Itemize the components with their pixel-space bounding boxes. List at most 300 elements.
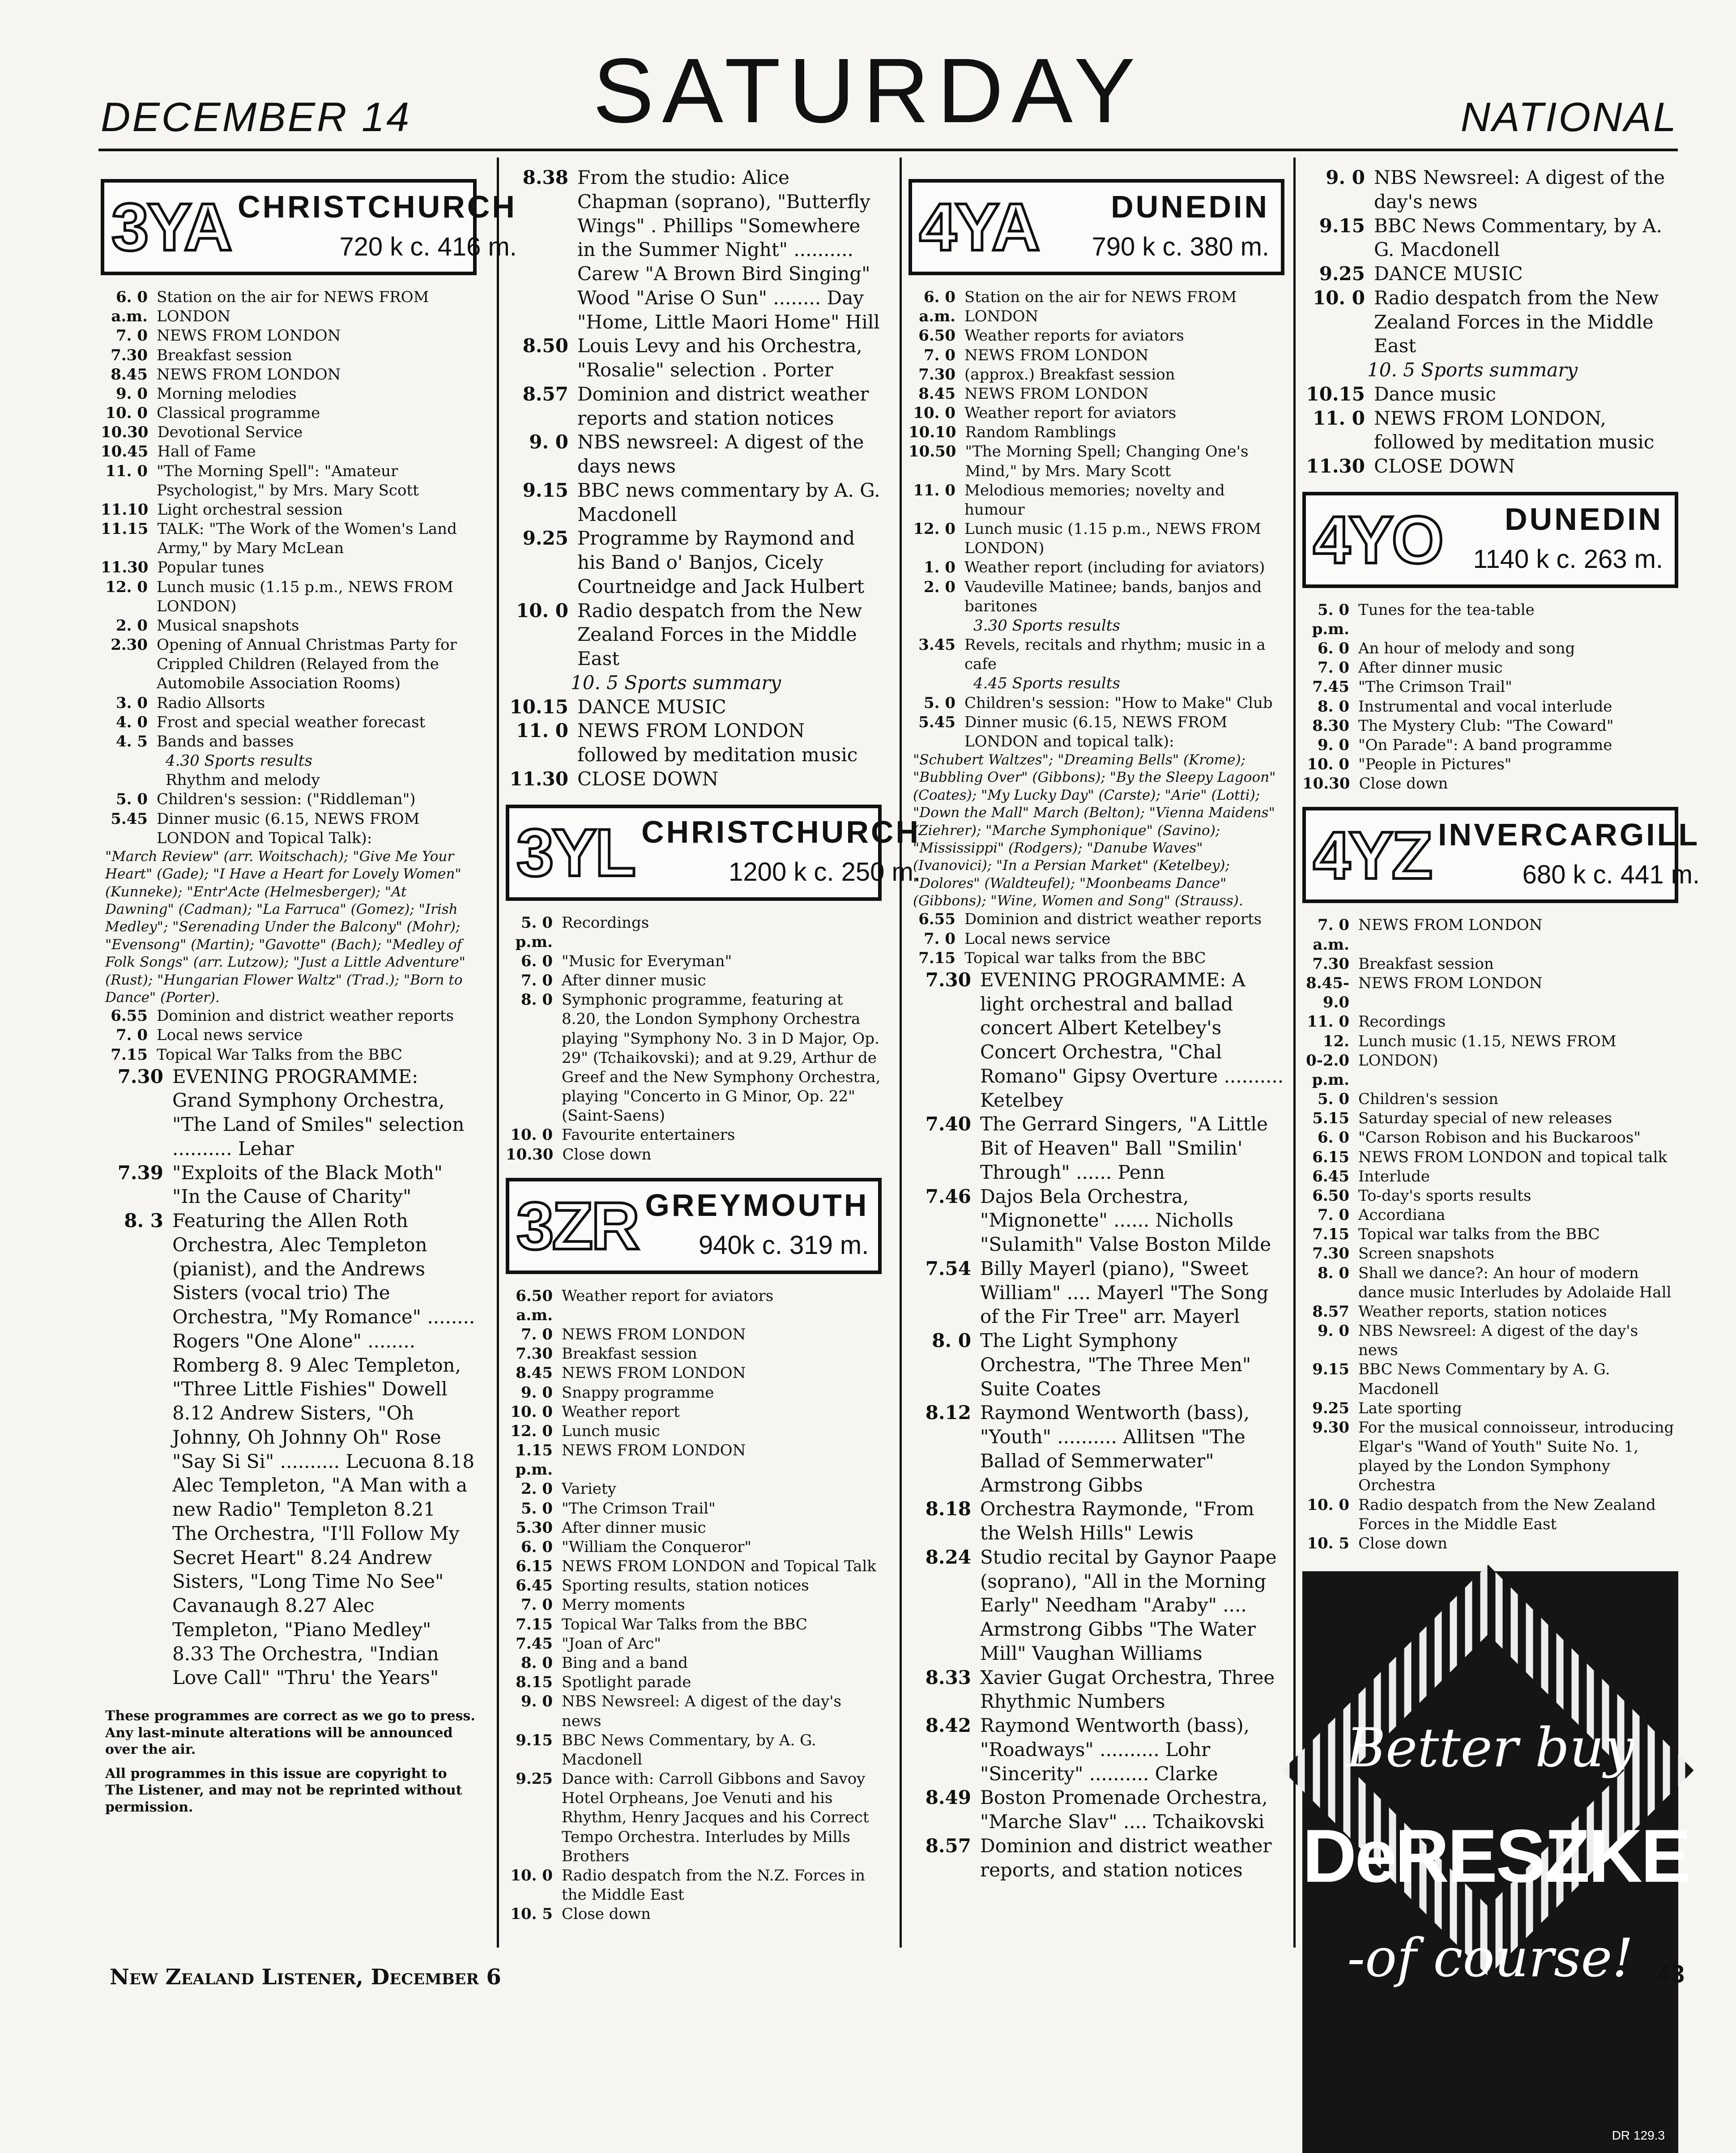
programme-item: Dance with: Carroll Gibbons and Savoy Hotel Orpheans, Joe Venuti and his Rhythm, Henry Jacques and his Correct Tempo Orchestra. Interludes by Mills Brothers xyxy=(562,1770,869,1865)
programme-row xyxy=(1302,1496,1678,1534)
programme-item: "William the Conqueror" xyxy=(562,1538,752,1556)
station-city: DUNEDIN xyxy=(1111,189,1269,224)
programme-item: Weather reports for aviators xyxy=(964,327,1184,345)
programme-row xyxy=(1302,1032,1678,1090)
programme-time: 8.30 xyxy=(1312,716,1349,735)
programme-row xyxy=(506,1287,882,1325)
programme-item: TALK: "The Work of the Women's Land Army," by Mary McLean xyxy=(157,520,457,558)
programme-row xyxy=(1302,382,1678,406)
programme-time: 8. 3 xyxy=(124,1210,163,1232)
programme-row xyxy=(909,694,1284,713)
programme-row xyxy=(1302,1534,1678,1553)
programme-row xyxy=(506,719,882,767)
programme-time: 9.25 xyxy=(1312,1399,1349,1417)
programme-row xyxy=(1302,262,1678,286)
programme-item: NEWS FROM LONDON xyxy=(1358,916,1543,934)
programme-item: "Joan of Arc" xyxy=(562,1634,661,1653)
programme-time: 6. 0 a.m. xyxy=(919,288,955,326)
evening-programme xyxy=(101,1065,477,1690)
programme-time: 6. 0 xyxy=(1318,1129,1349,1147)
programme-item: Lunch music (1.15 p.m., NEWS FROM LONDON) xyxy=(157,578,453,615)
programme-row xyxy=(506,430,882,478)
rhythm-melody: Rhythm and melody xyxy=(166,771,320,789)
programme-item: The Light Symphony Orchestra, "The Three Men" Suite Coates xyxy=(980,1330,1251,1400)
programme-time: 1.15 p.m. xyxy=(515,1441,553,1479)
programme-row xyxy=(506,695,882,719)
programme-time: 9.30 xyxy=(1312,1418,1349,1437)
programme-item: Boston Promenade Orchestra, "Marche Slav" .... Tchaikovski xyxy=(980,1786,1268,1833)
programme-time: 1. 0 xyxy=(924,559,955,577)
programme-item: BBC news commentary by A. G. Macdonell xyxy=(577,479,880,525)
programme-time: 7.54 xyxy=(925,1257,971,1279)
programme-time: 5. 0 p.m. xyxy=(515,913,553,951)
programme-row xyxy=(909,1834,1284,1882)
ad-slogan-bottom: -of course! xyxy=(1347,1927,1634,1989)
programme-item: Dinner music (6.15, NEWS FROM LONDON and Topical Talk): xyxy=(157,810,420,847)
programme-time: 8.57 xyxy=(1312,1302,1349,1321)
sports-results: 4.45 Sports results xyxy=(973,674,1120,693)
programme-time: 9.15 xyxy=(516,1731,553,1749)
programme-item: Vaudeville Matinee; bands, banjos and baritones xyxy=(964,578,1262,615)
programme-list xyxy=(1302,166,1678,358)
dereszke-advertisement xyxy=(1302,1571,1689,2153)
programme-item: Recordings xyxy=(1358,1013,1446,1031)
programme-row xyxy=(1302,1360,1678,1398)
station-call: 3ZR xyxy=(516,1188,638,1263)
programme-time: 5. 0 xyxy=(924,694,955,712)
programme-time: 7.30 xyxy=(117,1065,163,1087)
programme-item: "Exploits of the Black Moth" "In the Cause of Charity" xyxy=(172,1161,443,1208)
programme-row xyxy=(506,1145,882,1164)
programme-item: Classical programme xyxy=(157,404,320,422)
programme-row xyxy=(101,346,477,365)
programme-item: Instrumental and vocal interlude xyxy=(1358,697,1612,716)
programme-row xyxy=(506,1595,882,1615)
programme-list xyxy=(506,166,882,671)
programme-item: After dinner music xyxy=(562,1518,706,1537)
programme-row xyxy=(101,520,477,558)
programme-time: 12. 0 xyxy=(913,520,955,538)
programme-item: Breakfast session xyxy=(562,1345,697,1363)
programme-time: 10. 5 xyxy=(1307,1534,1349,1552)
programme-item: Weather report for aviators xyxy=(562,1287,774,1305)
programme-row xyxy=(909,929,1284,949)
programme-item: Lunch music (1.15, NEWS FROM LONDON) xyxy=(1358,1032,1617,1070)
station-frequency: 720 k c. 416 m. xyxy=(339,232,517,261)
programme-time: 12. 0-2.0 p.m. xyxy=(1306,1032,1349,1089)
programme-row xyxy=(909,1786,1284,1834)
programme-item: Breakfast session xyxy=(1358,955,1494,973)
programme-item: NEWS FROM LONDON xyxy=(157,327,341,345)
programme-item: "Carson Robison and his Buckaroos" xyxy=(1358,1129,1641,1147)
programme-item: NEWS FROM LONDON and Topical Talk xyxy=(562,1557,876,1576)
programme-time: 12. 0 xyxy=(510,1422,553,1440)
programme-row xyxy=(909,384,1284,404)
programme-item: Tunes for the tea-table xyxy=(1358,601,1535,619)
programme-list xyxy=(909,288,1284,616)
programme-time: 7.45 xyxy=(516,1634,553,1653)
programme-item: NEWS FROM LONDON xyxy=(1358,974,1543,992)
programme-item: Raymond Wentworth (bass), "Roadways" .......... Lohr "Sincerity" .......... Clarke xyxy=(980,1714,1250,1785)
programme-list xyxy=(909,635,1284,674)
programme-time: 5.30 xyxy=(516,1518,553,1537)
programme-item: Orchestra Raymonde, "From the Welsh Hills" Lewis xyxy=(980,1498,1254,1544)
programme-time: 6. 0 xyxy=(1318,640,1349,658)
page-number: 43 xyxy=(1656,1960,1685,1988)
programme-item: Local news service xyxy=(964,929,1111,948)
programme-row xyxy=(909,713,1284,751)
programme-row xyxy=(1302,736,1678,755)
programme-time: 8.18 xyxy=(925,1498,971,1520)
programme-time: 7. 0 xyxy=(521,972,553,990)
programme-row xyxy=(909,404,1284,423)
programme-time: 5. 0 xyxy=(1318,1090,1349,1108)
programme-row xyxy=(101,810,477,848)
programme-time: 8.50 xyxy=(522,335,568,357)
programme-item: Interlude xyxy=(1358,1167,1430,1185)
programme-item: NEWS FROM LONDON xyxy=(562,1441,746,1460)
programme-row xyxy=(101,442,477,461)
station-box-4yo xyxy=(1302,492,1678,588)
programme-item: Radio despatch from the New Zealand Forces in the Middle East xyxy=(577,599,862,669)
programme-time: 7.30 xyxy=(1312,1245,1349,1263)
programme-time: 11.30 xyxy=(101,559,149,577)
programme-item: The Gerrard Singers, "A Little Bit of Heaven" Ball "Smilin' Through" ...... Penn xyxy=(980,1113,1268,1183)
programme-time: 7.45 xyxy=(1312,678,1349,696)
programme-row xyxy=(506,913,882,952)
programme-time: 4. 0 xyxy=(116,713,148,731)
programme-time: 6.15 xyxy=(516,1557,553,1576)
programme-time: 8.33 xyxy=(925,1666,971,1688)
evening-programme xyxy=(909,968,1284,1882)
station-box-4ya xyxy=(909,179,1284,275)
station-frequency: 1200 k c. 250 m. xyxy=(729,857,921,887)
programme-row xyxy=(1302,601,1678,639)
programme-row xyxy=(101,404,477,423)
station-call: 3YL xyxy=(516,814,635,890)
programme-time: 7.46 xyxy=(925,1185,971,1207)
programme-item: DANCE MUSIC xyxy=(1374,263,1523,285)
programme-row xyxy=(909,520,1284,558)
programme-row xyxy=(101,1209,477,1690)
programme-item: NBS Newsreel: A digest of the day's news xyxy=(1358,1322,1638,1360)
programme-row xyxy=(506,1769,882,1866)
title-rule xyxy=(98,149,1678,151)
sports-summary: 10. 5 Sports summary xyxy=(1367,359,1578,381)
programme-item: Late sporting xyxy=(1358,1399,1462,1417)
programme-time: 6.45 xyxy=(1312,1167,1349,1185)
programme-row xyxy=(1302,678,1678,697)
column-divider xyxy=(497,158,499,1948)
programme-time: 8. 0 xyxy=(1318,1264,1349,1282)
programme-item: Merry moments xyxy=(562,1596,685,1614)
programme-item: Radio despatch from the New Zealand Forces in the Middle East xyxy=(1358,1496,1656,1533)
programme-time: 11.30 xyxy=(1306,455,1365,477)
programme-row xyxy=(506,478,882,527)
programme-item: NEWS FROM LONDON xyxy=(964,384,1149,403)
programme-time: 11.10 xyxy=(101,500,149,519)
programme-row xyxy=(101,1065,477,1161)
programme-time: 11.15 xyxy=(101,520,149,538)
programme-time: 6.55 xyxy=(918,910,955,929)
programme-row xyxy=(1302,1418,1678,1496)
programme-item: Opening of Annual Christmas Party for Crippled Children (Relayed from the Automobile Association Rooms) xyxy=(157,636,457,693)
programme-row xyxy=(909,910,1284,929)
programme-item: (approx.) Breakfast session xyxy=(964,365,1175,384)
programme-item: Favourite entertainers xyxy=(562,1126,735,1144)
programme-time: 9.15 xyxy=(1319,214,1365,237)
programme-time: 9. 0 xyxy=(1318,1322,1349,1340)
footer-publication: New Zealand Listener, December 6 xyxy=(110,1965,501,1990)
programme-item: Close down xyxy=(1359,775,1448,793)
programme-row xyxy=(1302,974,1678,1012)
programme-time: 11. 0 xyxy=(1307,1013,1349,1031)
programme-time: 7.30 xyxy=(1312,955,1349,973)
programme-time: 8. 0 xyxy=(521,1654,553,1672)
programme-item: Radio despatch from the New Zealand Forces in the Middle East xyxy=(1374,286,1659,357)
programme-item: Billy Mayerl (piano), "Sweet William" .... Mayerl "The Song of the Fir Tree" arr. Mayerl xyxy=(980,1257,1269,1328)
programme-row xyxy=(1302,955,1678,974)
ad-code: DR 129.3 xyxy=(1612,2128,1665,2142)
programme-time: 7.30 xyxy=(918,365,955,384)
programme-item: Dominion and district weather reports, and station notices xyxy=(980,1834,1272,1881)
programme-time: 11. 0 xyxy=(105,462,148,480)
programme-list xyxy=(506,913,882,1164)
programme-item: Spotlight parade xyxy=(562,1673,691,1692)
programme-time: 10.30 xyxy=(1302,775,1350,793)
programme-time: 5.15 xyxy=(1312,1109,1349,1128)
programme-item: BBC News Commentary, by A. G. Macdonell xyxy=(562,1731,816,1769)
programme-row xyxy=(506,1364,882,1383)
programme-row xyxy=(506,1126,882,1145)
programme-row xyxy=(1302,1244,1678,1263)
notes xyxy=(105,1708,477,1816)
programme-time: 9. 0 xyxy=(521,1693,553,1711)
programme-row xyxy=(909,365,1284,384)
programme-time: 7.15 xyxy=(111,1045,148,1064)
programme-item: After dinner music xyxy=(1358,659,1503,677)
column-3 xyxy=(909,166,1284,1956)
programme-row xyxy=(909,1112,1284,1184)
programme-item: Bands and basses xyxy=(157,732,294,750)
programme-time: 7.15 xyxy=(1312,1225,1349,1244)
programme-item: Raymond Wentworth (bass), "Youth" .......... Allitsen "The Ballad of Semmerwater" Armstrong Gibbs xyxy=(980,1402,1250,1496)
programme-item: NEWS FROM LONDON xyxy=(562,1326,746,1344)
programme-row xyxy=(506,1422,882,1441)
page-network: NATIONAL xyxy=(1460,94,1678,140)
programme-row xyxy=(506,1634,882,1654)
programme-time: 10.15 xyxy=(1306,383,1365,405)
programme-item: Snappy programme xyxy=(562,1383,714,1402)
programme-item: Dominion and district weather reports xyxy=(157,1007,454,1025)
programme-time: 10. 0 xyxy=(1307,1496,1349,1514)
programme-item: Weather report xyxy=(562,1403,680,1421)
programme-item: Devotional Service xyxy=(157,423,303,442)
programme-item: Close down xyxy=(562,1145,652,1164)
programme-time: 10. 0 xyxy=(510,1126,553,1144)
station-call: 3YA xyxy=(111,189,231,265)
programme-time: 7.30 xyxy=(925,968,971,991)
programme-row xyxy=(909,949,1284,968)
programme-list xyxy=(101,1006,477,1065)
page-date: DECEMBER 14 xyxy=(101,94,411,140)
programme-row xyxy=(909,1401,1284,1497)
programme-row xyxy=(506,1383,882,1403)
station-city: DUNEDIN xyxy=(1505,502,1663,537)
programme-time: 9.15 xyxy=(522,479,568,501)
programme-item: Local news service xyxy=(157,1026,303,1045)
programme-time: 7. 0 xyxy=(116,327,148,345)
programme-row xyxy=(1302,1206,1678,1225)
programme-time: 8.12 xyxy=(925,1402,971,1424)
programme-row xyxy=(909,481,1284,520)
programme-time: 10. 0 xyxy=(1313,286,1365,309)
sports-results: 3.30 Sports results xyxy=(973,616,1120,635)
programme-row xyxy=(909,968,1284,1113)
programme-row xyxy=(101,616,477,635)
programme-row xyxy=(101,423,477,442)
station-frequency: 680 k c. 441 m. xyxy=(1522,860,1700,890)
programme-item: "Music for Everyman" xyxy=(562,952,732,970)
programme-row xyxy=(506,990,882,1126)
programme-time: 8.24 xyxy=(925,1546,971,1568)
column-1 xyxy=(101,166,517,1956)
programme-time: 6.50 xyxy=(1312,1186,1349,1205)
programme-row xyxy=(1302,658,1678,678)
programme-item: Topical war talks from the BBC xyxy=(964,949,1206,967)
programme-time: 8.45 xyxy=(918,384,955,403)
programme-row xyxy=(506,1403,882,1422)
programme-time: 8.42 xyxy=(925,1714,971,1737)
programme-row xyxy=(1302,214,1678,262)
programme-item: Sporting results, station notices xyxy=(562,1577,809,1595)
programme-item: BBC News Commentary by A. G. Macdonell xyxy=(1358,1360,1610,1398)
programme-item: Recordings xyxy=(562,913,649,932)
programme-row xyxy=(506,1518,882,1538)
programme-row xyxy=(101,635,477,694)
programme-row xyxy=(909,1666,1284,1714)
programme-item: Melodious memories; novelty and humour xyxy=(964,481,1225,519)
programme-item: Close down xyxy=(1358,1534,1447,1552)
programme-time: 7. 0 xyxy=(924,346,955,364)
programme-time: 7.30 xyxy=(111,346,148,364)
programme-time: 8.49 xyxy=(925,1786,971,1809)
programme-item: NBS Newsreel: A digest of the day's news xyxy=(1374,166,1665,213)
programme-item: Louis Levy and his Orchestra, "Rosalie" selection . Porter xyxy=(577,335,862,381)
programme-time: 8. 0 xyxy=(1318,697,1349,716)
page-day-title: SATURDAY xyxy=(593,39,1143,142)
programme-item: Shall we dance?: An hour of modern dance music Interludes by Adolaide Hall xyxy=(1358,1264,1672,1301)
programme-item: "The Crimson Trail" xyxy=(1358,678,1512,696)
programme-item: Dajos Bela Orchestra, "Mignonette" ...... Nicholls "Sulamith" Valse Boston Milde xyxy=(980,1185,1271,1256)
programme-time: 5. 0 xyxy=(521,1499,553,1518)
programme-row xyxy=(909,1497,1284,1545)
programme-time: 3. 0 xyxy=(116,694,148,712)
programme-row xyxy=(506,1673,882,1692)
programme-row xyxy=(101,578,477,616)
programme-time: 10. 5 xyxy=(510,1905,553,1923)
programme-row xyxy=(1302,406,1678,455)
programme-row xyxy=(101,365,477,384)
programme-row xyxy=(909,326,1284,345)
programme-row xyxy=(909,1329,1284,1401)
programme-list xyxy=(101,288,477,751)
programme-time: 6.50 a.m. xyxy=(516,1287,553,1324)
programme-row xyxy=(909,346,1284,365)
programme-row xyxy=(1302,1167,1678,1186)
programme-item: NEWS FROM LONDON, followed by meditation music xyxy=(1374,407,1655,453)
programme-item: Weather reports, station notices xyxy=(1358,1302,1607,1321)
programme-time: 11. 0 xyxy=(1313,407,1365,429)
programme-row xyxy=(1302,1012,1678,1032)
programme-time: 7. 0 xyxy=(116,1026,148,1045)
programme-row xyxy=(101,713,477,732)
station-frequency: 940k c. 319 m. xyxy=(698,1231,869,1260)
programme-item: Hall of Fame xyxy=(157,443,256,461)
programme-row xyxy=(506,334,882,382)
programme-row xyxy=(101,790,477,809)
programme-row xyxy=(1302,454,1678,478)
station-city: CHRISTCHURCH xyxy=(238,189,517,224)
programme-time: 7. 0 xyxy=(1318,1206,1349,1224)
programme-time: 7.30 xyxy=(516,1345,553,1363)
programme-time: 11.30 xyxy=(509,767,568,790)
programme-item: Radio despatch from the N.Z. Forces in the Middle East xyxy=(562,1866,865,1904)
programme-item: Accordiana xyxy=(1358,1206,1446,1224)
programme-time: 7. 0 a.m. xyxy=(1313,916,1349,954)
note-copyright: All programmes in this issue are copyright to The Listener, and may not be reprinted without permission. xyxy=(105,1765,462,1815)
programme-row xyxy=(1302,1128,1678,1147)
programme-time: 6.15 xyxy=(1312,1148,1349,1166)
programme-time: 6.45 xyxy=(516,1577,553,1595)
programme-time: 2. 0 xyxy=(521,1480,553,1498)
programme-row xyxy=(909,1545,1284,1666)
programme-time: 10.45 xyxy=(101,443,149,461)
station-call: 4YA xyxy=(919,189,1039,265)
programme-row xyxy=(101,558,477,577)
programme-item: CLOSE DOWN xyxy=(1374,455,1515,477)
programme-item: CLOSE DOWN xyxy=(577,767,719,790)
programme-list xyxy=(909,694,1284,752)
programme-time: 10.50 xyxy=(909,443,956,461)
programme-time: 5. 0 p.m. xyxy=(1312,601,1349,638)
programme-item: Station on the air for NEWS FROM LONDON xyxy=(964,288,1237,326)
programme-item: NEWS FROM LONDON and topical talk xyxy=(1358,1148,1668,1166)
programme-item: From the studio: Alice Chapman (soprano), "Butterfly Wings" . Phillips "Somewhere in the Summer Night" .......... Carew "A Brown Bird Singing" Wood "Arise O Sun" ........ Day "Home, Little Maori Home" Hill xyxy=(577,166,880,333)
programme-time: 2. 0 xyxy=(116,616,148,635)
programme-time: 8. 0 xyxy=(521,991,553,1009)
programme-item: To-day's sports results xyxy=(1358,1186,1531,1205)
programme-row xyxy=(1302,1399,1678,1418)
programme-item: After dinner music xyxy=(562,972,706,990)
programme-item: Saturday special of new releases xyxy=(1358,1109,1612,1128)
programme-item: Xavier Gugat Orchestra, Three Rhythmic Numbers xyxy=(980,1666,1275,1713)
programme-list xyxy=(506,1287,882,1924)
programme-time: 7. 0 xyxy=(924,929,955,948)
programme-row xyxy=(101,462,477,500)
programme-list xyxy=(1302,916,1678,1553)
sports-results: 4.30 Sports results xyxy=(166,752,312,770)
programme-row xyxy=(506,1538,882,1557)
programme-row xyxy=(101,288,477,326)
programme-item: Popular tunes xyxy=(157,559,264,577)
programme-item: Weather report (including for aviators) xyxy=(964,559,1265,577)
programme-time: 7.40 xyxy=(925,1113,971,1135)
programme-time: 8.45 xyxy=(111,365,148,384)
programme-item: EVENING PROGRAMME: A light orchestral and ballad concert Albert Ketelbey's Concert Orchestra, "Chal Romano" Gipsy Overture .......... Ketelbey xyxy=(980,968,1284,1111)
programme-time: 5. 0 xyxy=(116,790,148,809)
programme-row xyxy=(1302,916,1678,954)
